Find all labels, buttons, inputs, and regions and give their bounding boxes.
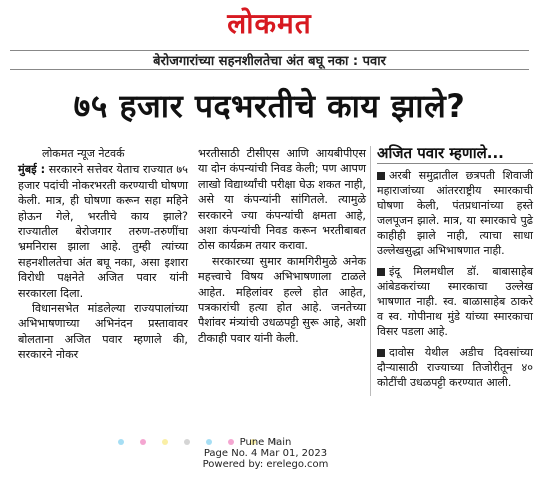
sidebar-item-text: दावोस येथील अडीच दिवसांच्या दौऱ्यासाठी राज्याच्या तिजोरीतून ४० कोटींची उधळपट्टी करण्यात आली. (377, 346, 533, 390)
sidebar-item (377, 264, 533, 339)
page-info: Page No. 4 Mar 01, 2023 (203, 448, 328, 459)
square-bullet-icon (377, 172, 385, 180)
byline: लोकमत न्यूज नेटवर्क (42, 147, 125, 160)
sidebar-box (370, 146, 533, 396)
sidebar-item-text: इंदू मिलमधील डॉ. बाबासाहेब आंबेडकरांच्या स्मारकाचा उल्लेख भाषणात नाही. स्व. बाळासाहेब ठाकरे व स्व. गोपीनाथ मुंडे यांच्या स्मारकाचा विसर पडला आहे. (377, 265, 533, 339)
sidebar-item-text: अरबी समुद्रातील छत्रपती शिवाजी महाराजांच्या आंतरराष्ट्रीय स्मारकाची घोषणा केली, पंतप्रधानांच्या हस्ते जलपूजन झाले. मात्र, या स्मारकाचे पुढे काहीही झाले नाही, त्याचा साधा उल्लेखसुद्धा अभिभाषणात नाही. (377, 169, 533, 258)
article-column-2 (198, 146, 366, 346)
article-paragraph (18, 162, 188, 301)
dateline: मुंबई : (18, 163, 46, 177)
article-paragraph: सरकारच्या सुमार कामगिरीमुळे अनेक महत्त्वाचे विषय अभिभाषणाला टाळले आहेत. महिलांवर हल्ले होत आहेत, पत्रकारांची हत्या होत आहे. जनतेच्या पैशांवर मंत्र्यांची उधळपट्टी सुरू आहे, अशी टीकाही पवार यांनी केली. (198, 254, 366, 345)
page-footer (0, 437, 539, 470)
powered-by: Powered by: erelego.com (202, 459, 329, 470)
article-paragraph: विधानसभेत मांडलेल्या राज्यपालांच्या अभिभाषणाच्या अभिनंदन प्रस्तावावर बोलताना अजित पवार म्हणाले की, सरकारने नोकर (18, 302, 188, 362)
sidebar-title: अजित पवार म्हणाले... (377, 146, 533, 164)
square-bullet-icon (377, 268, 385, 276)
square-bullet-icon (377, 349, 385, 357)
masthead-logo: लोकमत (227, 7, 312, 40)
article-headline: ७५ हजार पदभरतीचे काय झाले? (73, 87, 466, 125)
article-paragraph: भरतीसाठी टीसीएस आणि आयबीपीएस या दोन कंपन्यांची निवड केली; पण आपण लाखो विद्यार्थ्यांची परीक्षा घेऊ शकत नाही, असे या कंपन्यांनी सांगितले. त्यामुळे सरकारने ज्या कंपन्यांची क्षमता आहे, अशा कंपन्यांची निवड करून भरतीबाबत ठोस कार्यक्रम तयार करावा. (198, 147, 366, 253)
sidebar-item (377, 168, 533, 258)
paragraph-text: सरकारने सत्तेवर येताच राज्यात ७५ हजार पदांची नोकरभरती करण्याची घोषणा केली. मात्र, ही घोषणा करून सहा महिने होऊन गेले, भरतीचे काय झाले? राज्यातील बेरोजगार तरुण-तरुणींचा भ्रमनिरास झाला आहे. तुम्ही त्यांच्या सहनशीलतेचा अंत बघू नका, असा इशारा विरोधी पक्षनेते अजित पवार यांनी सरकारला दिला. (18, 163, 188, 300)
article-column-1 (18, 146, 188, 363)
kicker-text: बेरोजगारांच्या सहनशीलतेचा अंत बघू नका : पवार (153, 54, 386, 69)
edition-name: Pune Main (239, 437, 292, 448)
sidebar-item (377, 345, 533, 390)
